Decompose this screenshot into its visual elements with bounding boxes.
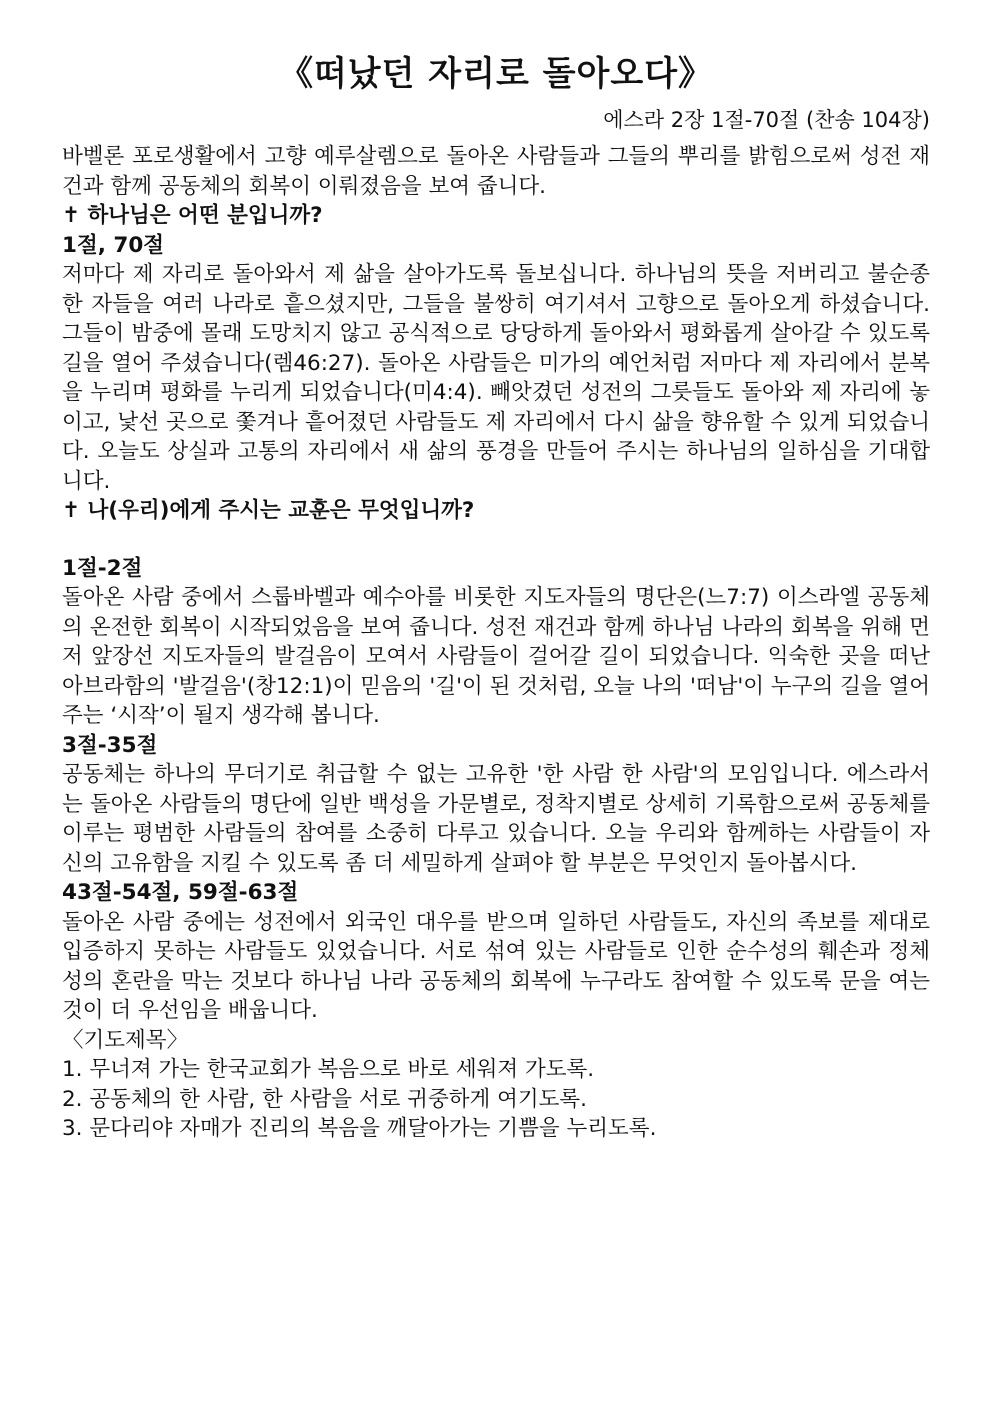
question-heading-god: ✝ 하나님은 어떤 분입니까? [62, 203, 323, 228]
scripture-reference: 에스라 2장 1절-70절 (찬송 104장) [603, 108, 930, 132]
prayer-title: 〈기도제목〉 [62, 1027, 189, 1053]
prayer-item: 1. 무너져 가는 한국교회가 복음으로 바로 세워져 가도록. [62, 1057, 595, 1082]
question-heading-lesson: ✝ 나(우리)에게 주시는 교훈은 무엇입니까? [62, 498, 475, 523]
section-text: 돌아온 사람 중에는 성전에서 외국인 대우를 받으며 일하던 사람들도, 자신의 족보를 제대로 입증하지 못하는 사람들도 있었습니다. 서로 섞여 있는 사람들로 인한 순수성의 훼손과 정체성의 혼란을 막는 것보다 하나님 나라 공동체의 회복에 누구라도 참여할 수 있도록 문을 여는 것이 더 우선임을 배웁니다. [62, 909, 930, 1023]
verse-heading: 43절-54절, 59절-63절 [62, 880, 299, 905]
prayer-item: 3. 문다리야 자매가 진리의 복음을 깨달아가는 기쁨을 누리도록. [62, 1116, 657, 1141]
section-text: 저마다 제 자리로 돌아와서 제 삶을 살아가도록 돌보십니다. 하나님의 뜻을 저버리고 불순종한 자들을 여러 나라로 흩으셨지만, 그들을 불쌍히 여기셔서 고향으로 돌아오게 하셨습니다. 그들이 밤중에 몰래 도망치지 않고 공식적으로 당당하게 돌아와서 평화롭게 살아갈 수 있도록 길을 열어 주셨습니다(렘46:27). 돌아온 사람들은 미가의 예언처럼 저마다 제 자리에서 분복을 누리며 평화를 누리게 되었습니다(미4:4). 빼앗겼던 성전의 그릇들도 돌아와 제 자리에 놓이고, 낯선 곳으로 쫓겨나 흩어졌던 사람들도 제 자리에서 다시 삶을 향유할 수 있게 되었습니다. 오늘도 상실과 고통의 자리에서 새 삶의 풍경을 만들어 주시는 하나님의 일하심을 기대합니다. [62, 262, 930, 494]
page-title: 《떠났던 자리로 돌아오다》 [278, 54, 714, 94]
verse-heading: 1절-2절 [62, 555, 143, 581]
devotional-content [62, 142, 930, 1144]
spacer [62, 526, 930, 554]
prayer-list [62, 1055, 930, 1144]
section-text: 돌아온 사람 중에서 스룹바벨과 예수아를 비롯한 지도자들의 명단은(느7:7) 이스라엘 공동체의 온전한 회복이 시작되었음을 보여 줍니다. 성전 재건과 함께 하나님 나라의 회복을 위해 먼저 앞장선 지도자들의 발걸음이 모여서 사람들이 걸어갈 길이 되었습니다. 익숙한 곳을 떠난 아브라함의 '발걸음'(창12:1)이 믿음의 '길'이 된 것처럼, 오늘 나의 '떠남'이 누구의 길을 열어 주는 ‘시작’이 될지 생각해 봅니다. [62, 585, 930, 728]
verse-heading: 3절-35절 [62, 732, 158, 758]
section-text: 공동체는 하나의 무더기로 취급할 수 없는 고유한 '한 사람 한 사람'의 모임입니다. 에스라서는 돌아온 사람들의 명단에 일반 백성을 가문별로, 정착지별로 상세히 기록함으로써 공동체를 이루는 평범한 사람들의 참여를 소중히 다루고 있습니다. 오늘 우리와 함께하는 사람들이 자신의 고유함을 지킬 수 있도록 좀 더 세밀하게 살펴야 할 부분은 무엇인지 돌아봅시다. [62, 762, 930, 876]
intro-paragraph: 바벨론 포로생활에서 고향 예루살렘으로 돌아온 사람들과 그들의 뿌리를 밝힘으로써 성전 재건과 함께 공동체의 회복이 이뤄졌음을 보여 줍니다. [62, 144, 930, 199]
verse-heading: 1절, 70절 [62, 232, 165, 258]
prayer-item: 2. 공동체의 한 사람, 한 사람을 서로 귀중하게 여기도록. [62, 1086, 588, 1112]
